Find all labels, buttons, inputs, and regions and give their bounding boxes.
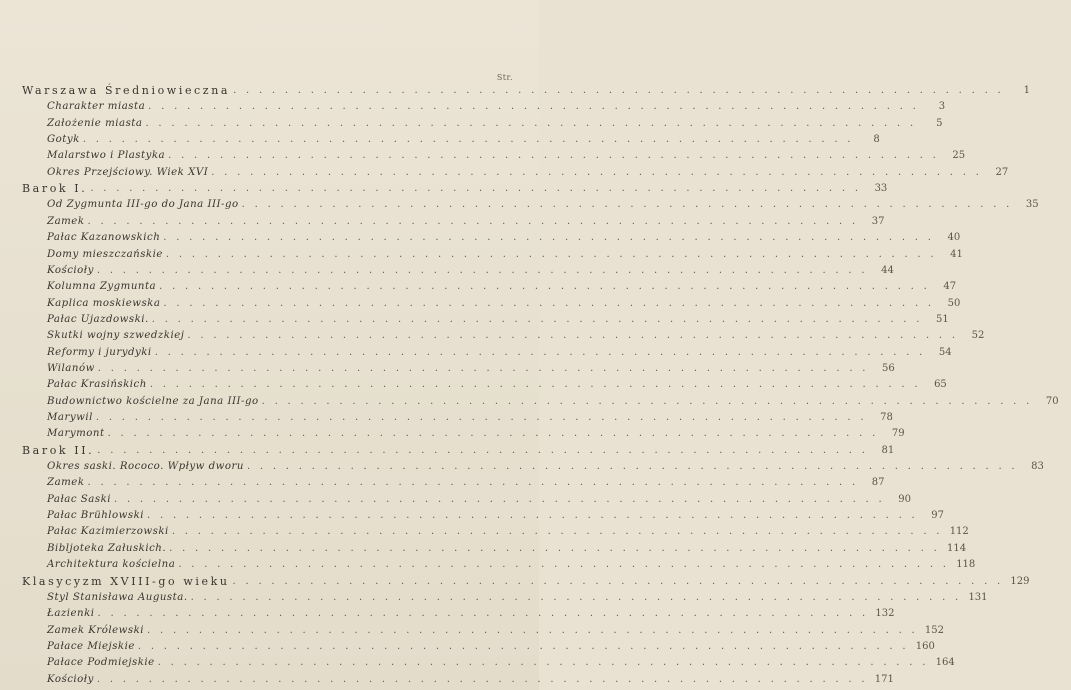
toc-entry [0,293,961,310]
toc-section-entry [0,80,1031,97]
entry-title: Styl Stanisława Augusta. [47,591,188,603]
dot-leader: . . . . . . . . . . . . . . . . . . . . . . . . . . . . . . . . . . . . . . . . . . . . . . . . . . . . . . . . . . . . [233,85,1005,96]
toc-entry [0,227,961,244]
dot-leader: . . . . . . . . . . . . . . . . . . . . . . . . . . . . . . . . . . . . . . . . . . . . . . . . . . . . . . . . . . . . [107,428,879,440]
entry-title: Reformy i jurydyki [47,346,152,358]
entry-title: Kolumna Zygmunta [47,281,157,293]
toc-entry [0,472,885,489]
dot-leader: . . . . . . . . . . . . . . . . . . . . . . . . . . . . . . . . . . . . . . . . . . . . . . . . . . . . . . . . . . . . [97,608,869,620]
entry-title: Pałace Miejskie [47,640,135,652]
dot-leader: . . . . . . . . . . . . . . . . . . . . . . . . . . . . . . . . . . . . . . . . . . . . . . . . . . . . . . . . . . . . [148,101,920,113]
toc-entry [0,669,894,686]
entry-title: Domy mieszczańskie [47,248,163,260]
dot-leader: . . . . . . . . . . . . . . . . . . . . . . . . . . . . . . . . . . . . . . . . . . . . . . . . . . . . . . . . . . . . [96,264,868,276]
toc-entry [0,162,1009,179]
dot-leader: . . . . . . . . . . . . . . . . . . . . . . . . . . . . . . . . . . . . . . . . . . . . . . . . . . . . . . . . . . . . [149,379,921,391]
entry-page-number: 65 [934,379,947,391]
entry-title: Pałac Ujazdowski. [47,313,149,325]
dot-leader: . . . . . . . . . . . . . . . . . . . . . . . . . . . . . . . . . . . . . . . . . . . . . . . . . . . . . . . . . . . . [90,183,862,195]
toc-entry [0,407,893,424]
entry-page-number: 87 [871,477,885,489]
entry-page-number: 78 [880,412,893,423]
dot-leader: . . . . . . . . . . . . . . . . . . . . . . . . . . . . . . . . . . . . . . . . . . . . . . . . . . . . . . . . . . . . [190,591,962,603]
entry-title: Malarstwo i Plastyka [47,150,166,162]
entry-page-number: 164 [935,657,955,669]
dot-leader: . . . . . . . . . . . . . . . . . . . . . . . . . . . . . . . . . . . . . . . . . . . . . . . . . . . . . . . . . . . . [147,510,919,522]
toc-entry [0,309,949,326]
dot-leader: . . . . . . . . . . . . . . . . . . . . . . . . . . . . . . . . . . . . . . . . . . . . . . . . . . . . . . . . . . . . [178,559,950,571]
entry-title: Warszawa Średniowieczna [22,84,231,97]
toc-entry [0,129,880,146]
dot-leader: . . . . . . . . . . . . . . . . . . . . . . . . . . . . . . . . . . . . . . . . . . . . . . . . . . . . . . . . . . . . [169,542,941,554]
dot-leader: . . . . . . . . . . . . . . . . . . . . . . . . . . . . . . . . . . . . . . . . . . . . . . . . . . . . . . . . . . . . [163,297,935,309]
toc-entry [0,456,1044,473]
toc-entry [0,145,966,162]
toc-entry [0,587,988,604]
entry-title: Marymont [47,428,105,440]
entry-title: Pałac Kazanowskich [47,232,161,244]
dot-leader: . . . . . . . . . . . . . . . . . . . . . . . . . . . . . . . . . . . . . . . . . . . . . . . . . . . . . . . . . . . . [147,624,919,636]
toc-entry [0,538,967,555]
entry-title: Pałace Podmiejskie [47,657,155,669]
entry-page-number: 114 [946,542,967,554]
entry-page-number: 171 [874,673,894,685]
entry-page-number: 79 [891,428,905,440]
page-column-label: Str. [496,73,513,82]
entry-title: Łazienki [47,608,95,620]
entry-title: Założenie miasta [47,117,143,129]
dot-leader: . . . . . . . . . . . . . . . . . . . . . . . . . . . . . . . . . . . . . . . . . . . . . . . . . . . . . . . . . . . . [95,412,867,423]
entry-title: Okres Przejściowy. Wiek XVI [47,166,209,178]
entry-page-number: 25 [952,150,966,162]
entry-page-number: 54 [938,346,952,358]
toc-section-entry [0,178,888,196]
dot-leader: . . . . . . . . . . . . . . . . . . . . . . . . . . . . . . . . . . . . . . . . . . . . . . . . . . . . . . . . . . . . [211,166,983,178]
dot-leader: . . . . . . . . . . . . . . . . . . . . . . . . . . . . . . . . . . . . . . . . . . . . . . . . . . . . . . . . . . . . [151,313,923,325]
toc-entry [0,194,1039,211]
toc-entry [0,521,969,538]
entry-title: Klasycyzm XVIII-go wieku [22,574,230,588]
entry-page-number: 3 [938,101,946,113]
toc-section-entry [0,440,895,457]
entry-title: Bibljoteka Załuskich. [47,542,167,554]
dot-leader: . . . . . . . . . . . . . . . . . . . . . . . . . . . . . . . . . . . . . . . . . . . . . . . . . . . . . . . . . . . . [241,199,1013,211]
entry-title: Od Zygmunta III-go do Jana III-go [47,199,239,211]
entry-title: Zamek Królewski [47,624,145,636]
entry-title: Gotyk [47,134,80,146]
dot-leader: . . . . . . . . . . . . . . . . . . . . . . . . . . . . . . . . . . . . . . . . . . . . . . . . . . . . . . . . . . . . [96,673,868,685]
entry-title: Architektura kościelna [47,559,176,571]
entry-page-number: 47 [943,281,957,293]
dot-leader: . . . . . . . . . . . . . . . . . . . . . . . . . . . . . . . . . . . . . . . . . . . . . . . . . . . . . . . . . . . . [261,395,1033,407]
entry-page-number: 1 [1023,85,1031,96]
entry-page-number: 118 [956,559,976,571]
dot-leader: . . . . . . . . . . . . . . . . . . . . . . . . . . . . . . . . . . . . . . . . . . . . . . . . . . . . . . . . . . . . [87,477,859,489]
toc-entry [0,211,885,228]
entry-page-number: 81 [881,444,895,456]
entry-page-number: 5 [936,117,943,129]
entry-title: Barok I. [22,182,88,196]
dot-leader: . . . . . . . . . . . . . . . . . . . . . . . . . . . . . . . . . . . . . . . . . . . . . . . . . . . . . . . . . . . . [168,150,940,162]
toc-entry [0,276,957,293]
entry-page-number: 83 [1031,461,1044,473]
entry-page-number: 27 [995,166,1009,178]
entry-page-number: 8 [873,134,880,146]
dot-leader: . . . . . . . . . . . . . . . . . . . . . . . . . . . . . . . . . . . . . . . . . . . . . . . . . . . . . . . . . . . . [87,215,859,227]
entry-title: Skutki wojny szwedzkiej [47,330,185,342]
entry-page-number: 37 [871,215,885,227]
dot-leader: . . . . . . . . . . . . . . . . . . . . . . . . . . . . . . . . . . . . . . . . . . . . . . . . . . . . . . . . . . . . [157,657,929,669]
toc-entry [0,489,911,506]
entry-page-number: 160 [915,640,935,652]
entry-page-number: 90 [898,493,911,505]
entry-page-number: 132 [875,608,895,620]
entry-title: Pałac Saski [47,493,112,505]
entry-title: Pałac Kazimierzowski [47,526,169,538]
toc-entry [0,325,985,342]
entry-page-number: 40 [947,232,961,244]
toc-entry [0,636,935,653]
toc-entry [0,423,905,440]
entry-title: Budownictwo kościelne za Jana III-go [47,395,259,407]
entry-title: Wilanów [47,362,95,374]
entry-page-number: 52 [971,330,985,342]
entry-page-number: 97 [931,510,945,522]
toc-entry [0,391,1059,408]
entry-page-number: 152 [924,624,945,636]
entry-page-number: 56 [882,362,895,374]
entry-page-number: 33 [874,183,888,195]
entry-page-number: 112 [949,526,969,538]
dot-leader: . . . . . . . . . . . . . . . . . . . . . . . . . . . . . . . . . . . . . . . . . . . . . . . . . . . . . . . . . . . . [163,232,935,244]
entry-page-number: 41 [950,248,963,260]
entry-title: Kaplica moskiewska [47,297,161,309]
toc-entry [0,505,945,522]
entry-title: Kościoły [47,264,94,276]
toc-entry [0,260,894,277]
entry-page-number: 44 [881,264,894,276]
entry-title: Kościoły [47,673,94,685]
dot-leader: . . . . . . . . . . . . . . . . . . . . . . . . . . . . . . . . . . . . . . . . . . . . . . . . . . . . . . . . . . . . [246,461,1018,473]
dot-leader: . . . . . . . . . . . . . . . . . . . . . . . . . . . . . . . . . . . . . . . . . . . . . . . . . . . . . . . . . . . . [159,281,931,293]
entry-title: Okres saski. Rococo. Wpływ dworu [47,461,244,473]
toc-section-entry [0,571,1030,588]
dot-leader: . . . . . . . . . . . . . . . . . . . . . . . . . . . . . . . . . . . . . . . . . . . . . . . . . . . . . . . . . . . . [154,346,926,358]
toc-entry [0,358,895,375]
toc-entry [0,113,943,130]
entry-page-number: 51 [935,313,949,325]
entry-title: Zamek [47,477,85,489]
toc-entry [0,96,946,113]
dot-leader: . . . . . . . . . . . . . . . . . . . . . . . . . . . . . . . . . . . . . . . . . . . . . . . . . . . . . . . . . . . . [187,330,959,342]
dot-leader: . . . . . . . . . . . . . . . . . . . . . . . . . . . . . . . . . . . . . . . . . . . . . . . . . . . . . . . . . . . . [171,526,943,538]
toc-entry [0,244,963,261]
toc-entry [0,652,955,669]
entry-page-number: 131 [968,591,988,603]
dot-leader: . . . . . . . . . . . . . . . . . . . . . . . . . . . . . . . . . . . . . . . . . . . . . . . . . . . . . . . . . . . . [232,575,1004,587]
dot-leader: . . . . . . . . . . . . . . . . . . . . . . . . . . . . . . . . . . . . . . . . . . . . . . . . . . . . . . . . . . . . [165,248,937,260]
dot-leader: . . . . . . . . . . . . . . . . . . . . . . . . . . . . . . . . . . . . . . . . . . . . . . . . . . . . . . . . . . . . [114,493,885,505]
toc-entry [0,603,895,620]
dot-leader: . . . . . . . . . . . . . . . . . . . . . . . . . . . . . . . . . . . . . . . . . . . . . . . . . . . . . . . . . . . . [97,444,869,456]
entry-title: Barok II. [22,443,95,457]
entry-title: Zamek [47,215,85,227]
dot-leader: . . . . . . . . . . . . . . . . . . . . . . . . . . . . . . . . . . . . . . . . . . . . . . . . . . . . . . . . . . . . [145,117,917,129]
entry-page-number: 70 [1045,395,1059,407]
entry-title: Pałac Krasińskich [47,379,147,391]
toc-entry [0,620,945,637]
dot-leader: . . . . . . . . . . . . . . . . . . . . . . . . . . . . . . . . . . . . . . . . . . . . . . . . . . . . . . . . . . . . [97,362,869,374]
toc-entry [0,342,952,359]
entry-page-number: 129 [1010,575,1030,587]
dot-leader: . . . . . . . . . . . . . . . . . . . . . . . . . . . . . . . . . . . . . . . . . . . . . . . . . . . . . . . . . . . . [82,134,854,146]
entry-title: Charakter miasta [47,101,146,113]
dot-leader: . . . . . . . . . . . . . . . . . . . . . . . . . . . . . . . . . . . . . . . . . . . . . . . . . . . . . . . . . . . . [137,640,909,652]
toc-entry [0,554,976,571]
entry-title: Pałac Brühlowski [47,510,145,522]
entry-page-number: 50 [947,297,961,309]
entry-page-number: 35 [1025,199,1039,211]
entry-title: Marywil [47,412,93,423]
toc-entry [0,374,947,391]
